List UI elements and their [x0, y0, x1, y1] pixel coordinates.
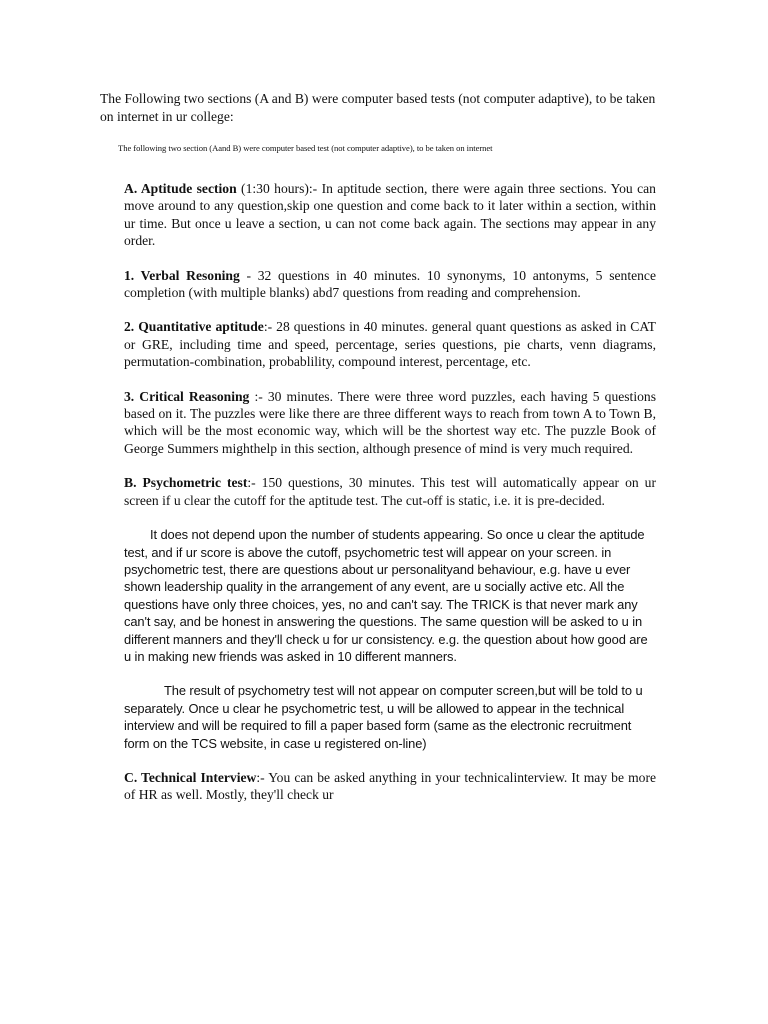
small-note: The following two section (Aand B) were computer based test (not computer adaptive), to be taken on internet — [118, 143, 493, 153]
section-b-text: :- 150 questions, 30 minutes. This test will automatically appear on ur screen if u clear the cutoff for the aptitude test. The cut-off is static, i.e. it is pre-decided. — [124, 475, 656, 508]
depend-paragraph: It does not depend upon the number of students appearing. So once u clear the aptitude test, and if ur score is above the cutoff, psychometric test will appear on your screen. in psychometric test, there are questions about ur personalityand behaviour, e.g. have u ever shown leadership quality in the arrangement of any event, are u socially active etc. All the questions have only three choices, yes, no and can't say. The TRICK is that never mark any can't say, and be honest in answering the questions. The same question will be asked to u in different manners and they'll check u for ur consistency. e.g. the question about how good are u in making new friends was asked in 10 different manners. — [124, 527, 648, 664]
item-1-text: - 32 questions in 40 minutes. 10 synonyms, 10 antonyms, 5 sentence completion (with multiple blanks) abd7 questions from reading and comprehension. — [124, 267, 656, 301]
section-a-paragraph — [124, 180, 656, 250]
section-c-paragraph — [124, 769, 656, 804]
item-3-heading: 3. Critical Reasoning — [124, 388, 250, 404]
section-c-heading: C. Technical Interview — [124, 769, 257, 785]
result-paragraph: The result of psychometry test will not appear on computer screen,but will be told to u separately. Once u clear he psychometric test, u will be allowed to appear in the technical interview and will be required to fill a paper based form (same as the electronic recruitment form on the TCS website, in case u registered on-line) — [124, 683, 643, 751]
item-3-paragraph — [124, 388, 656, 458]
section-b-paragraph — [124, 474, 656, 509]
section-b-heading: B. Psychometric test — [124, 475, 248, 491]
section-a-heading: A. Aptitude section — [124, 181, 237, 196]
item-1-paragraph — [124, 267, 656, 302]
item-2-paragraph — [124, 318, 656, 370]
item-2-text: :- 28 questions in 40 minutes. general quant questions as asked in CAT or GRE, including time and speed, percentage, series questions, pie charts, venn diagrams, permutation-combination, probablility, compound interest, percentage, etc. — [124, 319, 656, 370]
item-2-heading: 2. Quantitative aptitude — [124, 319, 264, 335]
item-3-text: :- 30 minutes. There were three word puzzles, each having 5 questions based on it. The puzzles were like there are three different ways to reach from town A to Town B, which will be the most economic way, which will be the shortest way etc. The puzzle Book of George Summers mighthelp in this section, although presence of mind is very much required. — [124, 388, 656, 456]
section-a-text: (1:30 hours):- In aptitude section, there were again three sections. You can move around to any question,skip one question and come back to it later within a section, within ur time. But once u leave a section, u can not come back again. The sections may appear in any order. — [124, 181, 656, 249]
document-body — [124, 180, 656, 804]
section-c-text: :- You can be asked anything in your technicalinterview. It may be more of HR as well. Mostly, they'll check ur — [124, 769, 657, 803]
item-1-heading: 1. Verbal Resoning — [124, 267, 240, 283]
intro-paragraph: The Following two sections (A and B) were computer based tests (not computer adaptive), to be taken on internet in ur college: — [100, 91, 656, 124]
